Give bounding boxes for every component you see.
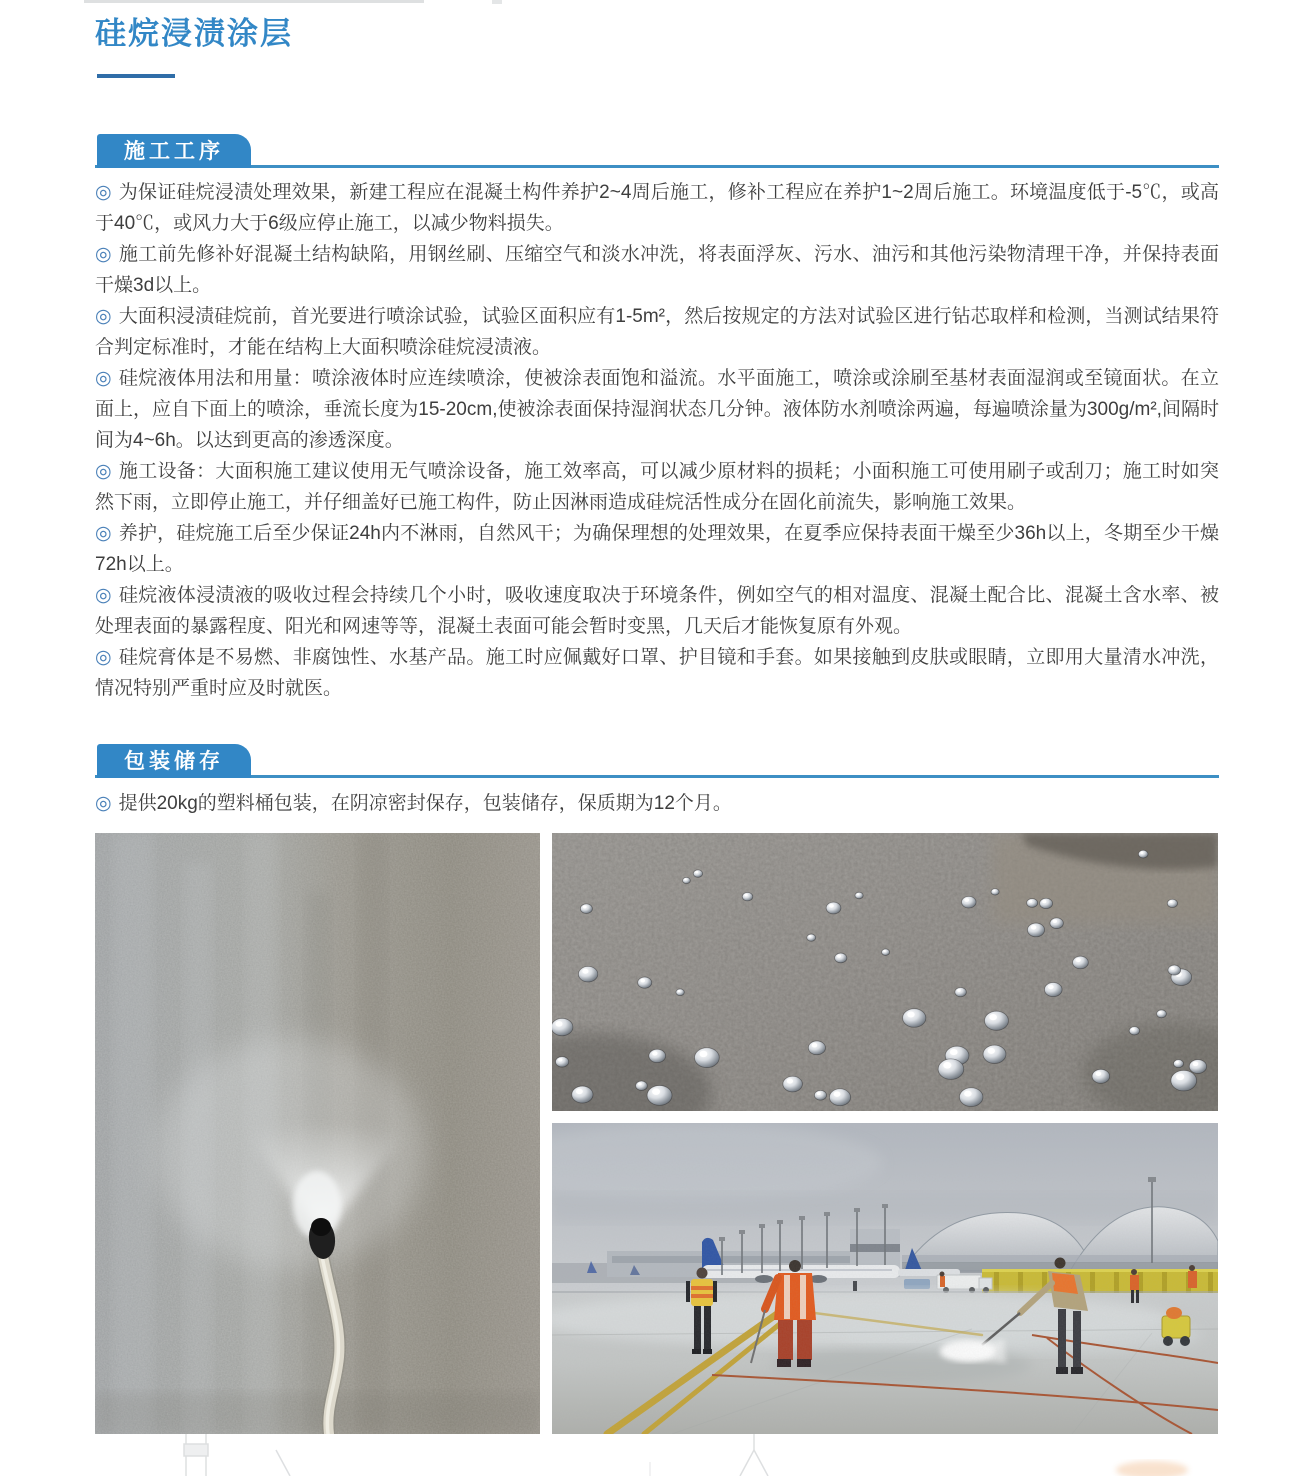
page-top-fragment bbox=[84, 0, 424, 3]
bullet-text: 施工前先修补好混凝土结构缺陷，用钢丝刷、压缩空气和淡水冲洗，将表面浮灰、污水、油污和其他污染物清理干净，并保持表面干燥3d以上。 bbox=[95, 244, 1219, 296]
bullet-item bbox=[95, 642, 1219, 704]
section-bar-packaging bbox=[95, 741, 1219, 778]
bullet-text: 为保证硅烷浸渍处理效果，新建工程应在混凝土构件养护2~4周后施工，修补工程应在养护1~2周后施工。环境温度低于-5℃，或高于40℃，或风力大于6级应停止施工，以减少物料损失。 bbox=[95, 182, 1219, 234]
bullet-icon: ◎ bbox=[95, 461, 112, 482]
page-top-fragment-small bbox=[492, 0, 502, 4]
photo-water-beads bbox=[552, 833, 1218, 1111]
bullet-icon: ◎ bbox=[95, 793, 112, 814]
bullet-text: 养护，硅烷施工后至少保证24h内不淋雨，自然风干；为确保理想的处理效果，在夏季应保持表面干燥至少36h以上，冬期至少干燥72h以上。 bbox=[95, 523, 1219, 575]
bullet-text: 硅烷液体用法和用量：喷涂液体时应连续喷涂，使被涂表面饱和溢流。水平面施工，喷涂或涂刷至基材表面湿润或至镜面状。在立面上，应自下面上的喷涂，垂流长度为15-20cm,使被涂表面保持湿润状态几分钟。液体防水剂喷涂两遍，每遍喷涂量为300g/m²,间隔时间为4~6h。以达到更高的渗透深度。 bbox=[95, 368, 1219, 451]
bullet-icon: ◎ bbox=[95, 244, 112, 265]
section-tab-construction: 施工工序 bbox=[97, 134, 251, 168]
bullet-item bbox=[95, 518, 1219, 580]
photo-wall-spray bbox=[95, 833, 540, 1434]
bullet-icon: ◎ bbox=[95, 182, 112, 203]
bullet-text: 硅烷液体浸渍液的吸收过程会持续几个小时，吸收速度取决于环境条件，例如空气的相对温度、混凝土配合比、混凝土含水率、被处理表面的暴露程度、阳光和网速等等，混凝土表面可能会暂时变黑，几天后才能恢复原有外观。 bbox=[95, 585, 1219, 637]
photo-grain bbox=[552, 1123, 1218, 1434]
construction-procedure-text bbox=[95, 177, 1219, 704]
bullet-text: 硅烷膏体是不易燃、非腐蚀性、水基产品。施工时应佩戴好口罩、护目镜和手套。如果接触到皮肤或眼睛，立即用大量清水冲洗，情况特别严重时应及时就医。 bbox=[95, 647, 1219, 699]
bullet-icon: ◎ bbox=[95, 368, 112, 389]
bullet-item bbox=[95, 456, 1219, 518]
spray-mist bbox=[155, 1038, 425, 1268]
photo-airport-spraying bbox=[552, 1123, 1218, 1434]
packaging-storage-text bbox=[95, 788, 1219, 819]
bullet-text: 施工设备：大面积施工建议使用无气喷涂设备，施工效率高，可以减少原材料的损耗；小面积施工可使用刷子或刮刀；施工时如突然下雨，立即停止施工，并仔细盖好已施工构件，防止因淋雨造成硅烷活性成分在固化前流失，影响施工效果。 bbox=[95, 461, 1219, 513]
concrete-surface bbox=[552, 833, 1218, 1111]
bullet-icon: ◎ bbox=[95, 523, 112, 544]
title-underline bbox=[97, 74, 175, 78]
bullet-text: 大面积浸渍硅烷前，首光要进行喷涂试验，试验区面积应有1-5m²，然后按规定的方法对试验区进行钻芯取样和检测，当测试结果符合判定标准时，才能在结构上大面积喷涂硅烷浸渍液。 bbox=[95, 306, 1219, 358]
bullet-icon: ◎ bbox=[95, 585, 112, 606]
bullet-item bbox=[95, 301, 1219, 363]
bullet-item bbox=[95, 363, 1219, 456]
bullet-icon: ◎ bbox=[95, 306, 112, 327]
page-bottom-fragment bbox=[90, 1434, 1230, 1476]
page-title: 硅烷浸渍涂层 bbox=[95, 16, 293, 51]
bullet-item bbox=[95, 788, 1219, 819]
bullet-item bbox=[95, 239, 1219, 301]
bullet-item bbox=[95, 580, 1219, 642]
section-bar-construction bbox=[95, 131, 1219, 168]
section-tab-packaging: 包装储存 bbox=[97, 744, 251, 778]
bullet-icon: ◎ bbox=[95, 647, 112, 668]
bullet-text: 提供20kg的塑料桶包装，在阴凉密封保存，包装储存，保质期为12个月。 bbox=[118, 793, 732, 814]
bullet-item bbox=[95, 177, 1219, 239]
